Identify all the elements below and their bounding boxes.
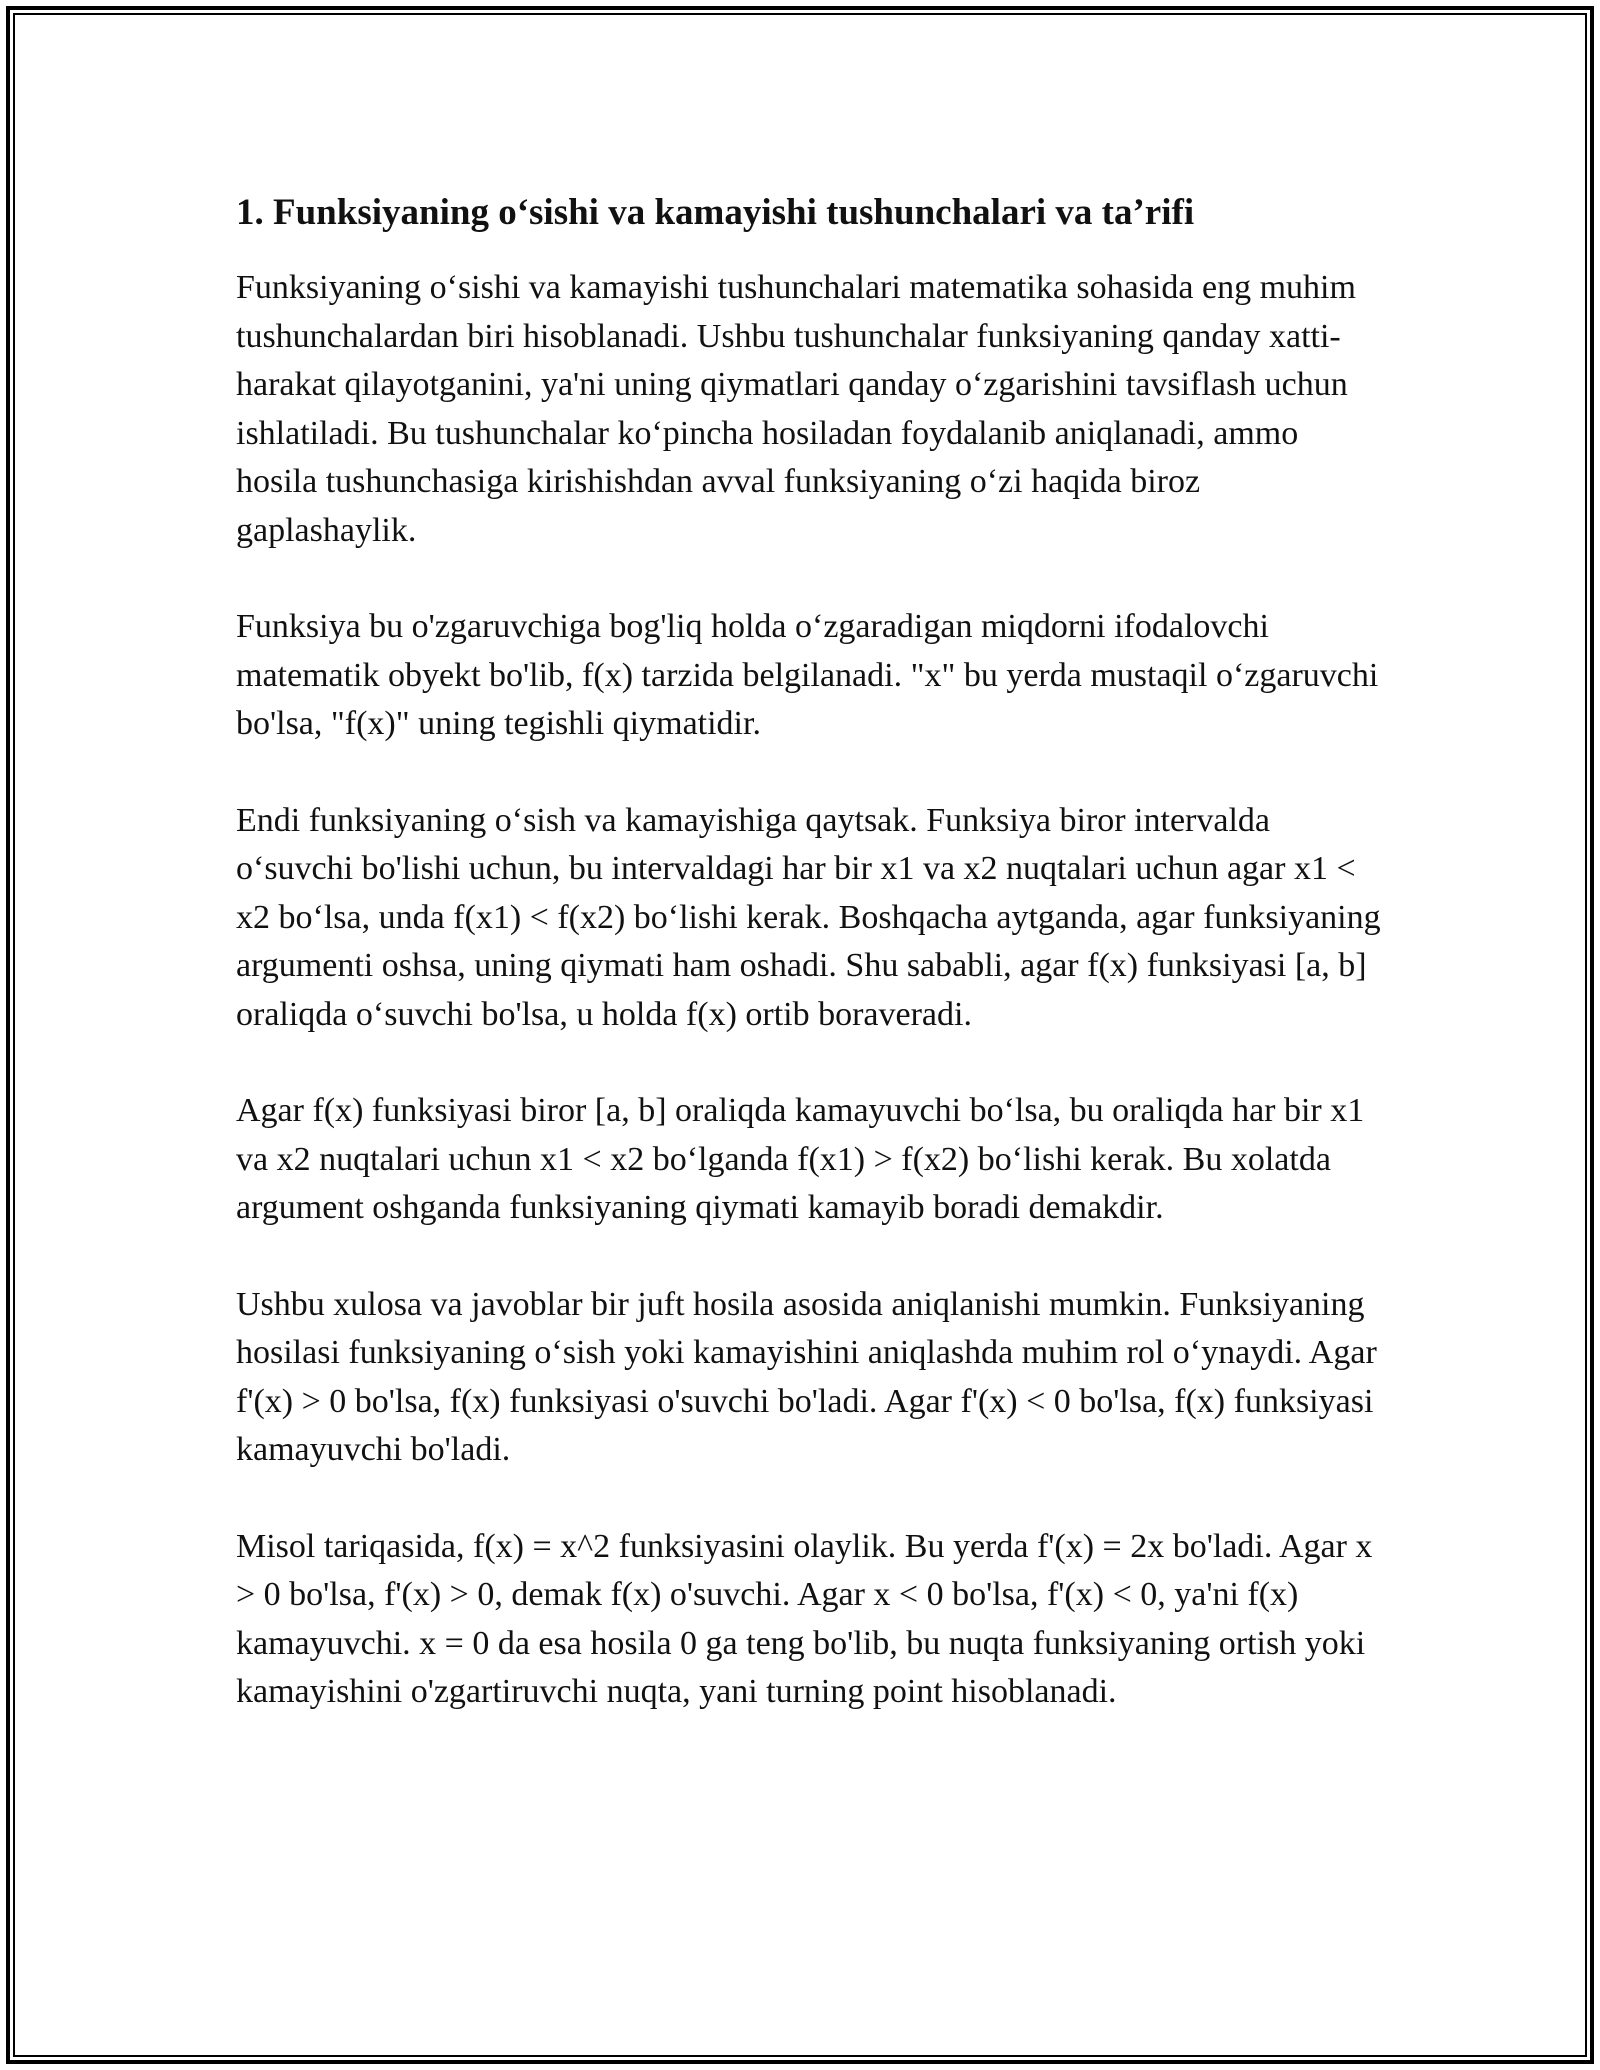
paragraph-derivative: Ushbu xulosa va javoblar bir juft hosila asosida aniqlanishi mumkin. Funksiyaning hosilasi funksiyaning o‘sish yoki kamayishini aniqlashda muhim rol o‘ynaydi. Agar f'(x) > 0 bo'lsa, f(x) funksiyasi o'suvchi bo'ladi. Agar f'(x) < 0 bo'lsa, f(x) funksiyasi kamayuvchi bo'ladi.	[236, 1285, 1377, 1468]
paragraph-intro: Funksiyaning o‘sishi va kamayishi tushunchalari matematika sohasida eng muhim tushunchalardan biri hisoblanadi. Ushbu tushunchalar funksiyaning qanday xatti-harakat qilayotganini, ya'ni uning qiymatlari qanday o‘zgarishini tavsiflash uchun ishlatiladi. Bu tushunchalar ko‘pincha hosiladan foydalanib aniqlanadi, ammo hosila tushunchasiga kirishishdan avval funksiyaning o‘zi haqida biroz gaplashaylik.	[236, 269, 1356, 549]
paragraph-example: Misol tariqasida, f(x) = x^2 funksiyasini olaylik. Bu yerda f'(x) = 2x bo'ladi. Agar x > 0 bo'lsa, f'(x) > 0, demak f(x) o'suvchi. Agar x < 0 bo'lsa, f'(x) < 0, ya'ni f(x) kamayuvchi. x = 0 da esa hosila 0 ga teng bo'lib, bu nuqta funksiyaning ortish yoki kamayishini o'zgartiruvchi nuqta, yani turning point hisoblanadi.	[236, 1527, 1373, 1710]
paragraph-function-definition: Funksiya bu o'zgaruvchiga bog'liq holda o‘zgaradigan miqdorni ifodalovchi matematik obyekt bo'lib, f(x) tarzida belgilanadi. "x" bu yerda mustaqil o‘zgaruvchi bo'lsa, "f(x)" uning tegishli qiymatidir.	[236, 608, 1379, 742]
section-title: 1. Funksiyaning o‘sishi va kamayishi tushunchalari va ta’rifi	[236, 192, 1195, 233]
document-body	[236, 188, 1386, 1717]
paragraph-increasing: Endi funksiyaning o‘sish va kamayishiga qaytsak. Funksiya biror intervalda o‘suvchi bo'lishi uchun, bu intervaldagi har bir x1 va x2 nuqtalari uchun agar x1 < x2 bo‘lsa, unda f(x1) < f(x2) bo‘lishi kerak. Boshqacha aytganda, agar funksiyaning argumenti oshsa, uning qiymati ham oshadi. Shu sababli, agar f(x) funksiyasi [a, b] oraliqda o‘suvchi bo'lsa, u holda f(x) ortib boraveradi.	[236, 801, 1381, 1033]
paragraph-decreasing: Agar f(x) funksiyasi biror [a, b] oraliqda kamayuvchi bo‘lsa, bu oraliqda har bir x1 va x2 nuqtalari uchun x1 < x2 bo‘lganda f(x1) > f(x2) bo‘lishi kerak. Bu xolatda argument oshganda funksiyaning qiymati kamayib boradi demakdir.	[236, 1092, 1365, 1226]
